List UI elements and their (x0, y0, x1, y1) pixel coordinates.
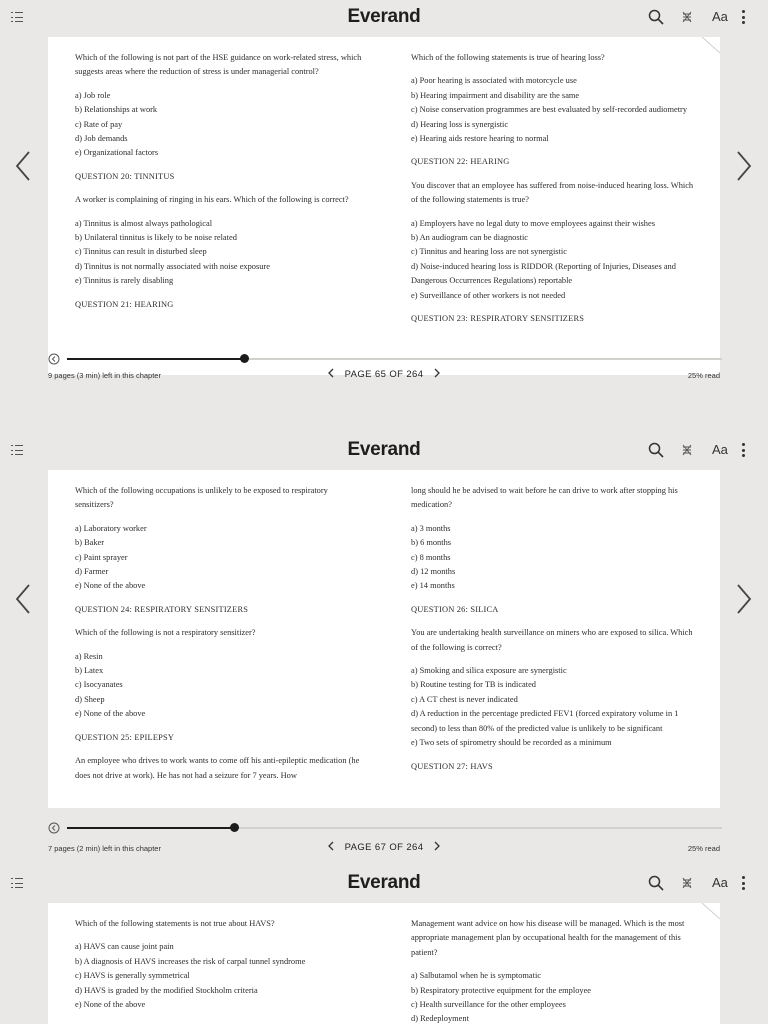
page-column-left (75, 51, 363, 321)
more-options-icon[interactable] (742, 876, 745, 890)
answer-option: a) Salbutamol when he is symptomatic (411, 971, 542, 981)
answer-option: d) Farmer (75, 567, 109, 577)
previous-page-arrow-icon[interactable] (15, 584, 31, 614)
page-number-label: PAGE 67 OF 264 (344, 842, 424, 853)
page-column-left (75, 484, 363, 792)
question-heading: QUESTION 22: HEARING (411, 157, 510, 167)
progress-handle[interactable] (240, 354, 249, 363)
bookmark-icon[interactable] (682, 444, 692, 456)
answer-option: b) Hearing impairment and disability are the same (411, 90, 580, 100)
top-toolbar (0, 0, 768, 36)
answer-options (75, 940, 363, 1012)
answer-options (411, 522, 699, 594)
answer-option: b) An audiogram can be diagnostic (411, 233, 528, 243)
bookmark-icon[interactable] (682, 877, 692, 889)
question-heading: QUESTION 23: RESPIRATORY SENSITIZERS (411, 314, 585, 324)
page-column-right (411, 917, 699, 1024)
chapter-remaining-text: 7 pages (2 min) left in this chapter (48, 844, 161, 853)
answer-option: d) Noise-induced hearing loss is RIDDOR (Reporting of Injuries, Diseases and Dangerous Occurrences Regulations) reportable (411, 261, 676, 286)
back-to-position-icon[interactable] (48, 353, 60, 365)
answer-option: b) Routine testing for TB is indicated (411, 680, 536, 690)
answer-option: a) Resin (75, 651, 103, 661)
answer-option: b) Latex (75, 666, 104, 676)
answer-option: a) Employers have no legal duty to move employees against their wishes (411, 218, 655, 228)
chevron-left-icon[interactable] (327, 368, 335, 378)
answer-option: c) Rate of pay (75, 119, 123, 129)
answer-option: e) Two sets of spirometry should be recorded as a minimum (411, 738, 612, 748)
answer-options (411, 664, 699, 750)
question-text: An employee who drives to work wants to come off his anti-epileptic medication (he does not drive at work). He has not had a seizure for 7 years. How (75, 756, 360, 780)
answer-option: a) Tinnitus is almost always pathological (75, 218, 213, 228)
answer-option: e) Organizational factors (75, 148, 159, 158)
answer-option: b) 6 months (411, 538, 452, 548)
book-page (48, 903, 720, 1024)
answer-option: d) HAVS is graded by the modified Stockholm criteria (75, 985, 258, 995)
answer-option: b) Respiratory protective equipment for the employee (411, 985, 592, 995)
answer-option: d) A reduction in the percentage predicted FEV1 (forced expiratory volume in 1 second) to less than 80% of the predicted value is unlikely to be significant (411, 709, 679, 733)
answer-options (411, 74, 699, 146)
answer-option: d) Redeployment (411, 1014, 469, 1024)
brand-logo: Everand (347, 439, 421, 460)
question-text: Which of the following occupations is unlikely to be exposed to respiratory sensitizers? (75, 486, 328, 510)
answer-option: c) Health surveillance for the other employees (411, 1000, 566, 1010)
next-page-arrow-icon[interactable] (736, 584, 752, 614)
search-icon[interactable] (648, 875, 664, 891)
page-corner-bookmark[interactable] (700, 37, 720, 55)
question-heading: QUESTION 27: HAVS (411, 761, 493, 771)
reading-progress-slider[interactable] (48, 822, 722, 834)
search-icon[interactable] (648, 442, 664, 458)
answer-option: e) Tinnitus is rarely disabling (75, 276, 174, 286)
more-options-icon[interactable] (742, 443, 745, 457)
chevron-left-icon[interactable] (327, 841, 335, 851)
brand-logo: Everand (347, 6, 421, 27)
progress-handle[interactable] (230, 823, 239, 832)
answer-option: e) None of the above (75, 581, 146, 591)
answer-option: d) 12 months (411, 567, 456, 577)
font-settings-button[interactable]: Aa (712, 442, 728, 457)
page-navigator (0, 841, 768, 853)
question-text: long should he be advised to wait before he can drive to work after stopping his medication? (411, 486, 678, 510)
answer-option: e) Surveillance of other workers is not needed (411, 290, 566, 300)
page-corner-bookmark[interactable] (700, 903, 720, 921)
answer-options (411, 217, 699, 303)
chevron-right-icon[interactable] (433, 841, 441, 851)
top-toolbar (0, 866, 768, 902)
question-heading: QUESTION 25: EPILEPSY (75, 732, 175, 742)
answer-option: c) Tinnitus and hearing loss are not synergistic (411, 247, 567, 257)
answer-option: b) Relationships at work (75, 105, 158, 115)
question-text: Which of the following is not a respiratory sensitizer? (75, 628, 256, 638)
next-page-arrow-icon[interactable] (736, 151, 752, 181)
brand-logo: Everand (347, 872, 421, 893)
answer-option: c) Isocyanates (75, 680, 123, 690)
percent-read-text: 25% read (687, 844, 720, 853)
answer-option: b) Baker (75, 538, 105, 548)
back-to-position-icon[interactable] (48, 822, 60, 834)
question-text: You discover that an employee has suffered from noise-induced hearing loss. Which of the following statements is true? (411, 180, 694, 205)
question-text: Management want advice on how his disease will be managed. Which is the most appropriate management plan by occupational health for the management of this patient? (411, 919, 685, 957)
answer-option: b) A diagnosis of HAVS increases the risk of carpal tunnel syndrome (75, 956, 306, 966)
book-page (48, 470, 720, 808)
question-heading: QUESTION 20: TINNITUS (75, 171, 175, 181)
answer-option: a) Smoking and silica exposure are synergistic (411, 666, 567, 676)
answer-options (75, 89, 363, 161)
question-text: You are undertaking health surveillance on miners who are exposed to silica. Which of the following is correct? (411, 628, 693, 652)
answer-option: c) Paint sprayer (75, 552, 128, 562)
reader-view-2 (0, 433, 768, 866)
progress-fill (67, 358, 244, 360)
question-heading: QUESTION 21: HEARING (75, 299, 174, 309)
answer-options (411, 969, 699, 1024)
answer-option: c) Tinnitus can result in disturbed sleep (75, 247, 207, 257)
top-toolbar (0, 433, 768, 469)
answer-option: a) HAVS can cause joint pain (75, 942, 174, 952)
answer-option: c) 8 months (411, 552, 451, 562)
page-number-label: PAGE 65 OF 264 (344, 369, 424, 380)
more-options-icon[interactable] (742, 10, 745, 24)
answer-option: c) HAVS is generally symmetrical (75, 971, 190, 981)
answer-option: d) Job demands (75, 134, 128, 144)
question-heading: QUESTION 26: SILICA (411, 604, 499, 614)
answer-option: b) Unilateral tinnitus is likely to be noise related (75, 233, 237, 243)
reader-footer (0, 841, 768, 861)
answer-option: d) Sheep (75, 694, 105, 704)
font-settings-button[interactable]: Aa (712, 875, 728, 890)
answer-options (75, 217, 363, 289)
chapter-remaining-text: 9 pages (3 min) left in this chapter (48, 371, 161, 380)
previous-page-arrow-icon[interactable] (15, 151, 31, 181)
question-text: Which of the following statements is true of hearing loss? (411, 53, 605, 62)
answer-options (75, 522, 363, 594)
answer-option: d) Tinnitus is not normally associated with noise exposure (75, 261, 270, 271)
page-column-right (411, 51, 699, 336)
answer-option: e) 14 months (411, 581, 455, 591)
page-navigator (0, 368, 768, 380)
font-settings-button[interactable]: Aa (712, 9, 728, 24)
answer-option: c) Noise conservation programmes are best evaluated by self-recorded audiometry (411, 105, 688, 115)
answer-option: a) Laboratory worker (75, 523, 147, 533)
progress-fill (67, 827, 234, 829)
percent-read-text: 25% read (687, 371, 720, 380)
reader-view-1 (0, 0, 768, 433)
answer-option: e) None of the above (75, 709, 146, 719)
answer-option: a) Poor hearing is associated with motorcycle use (411, 76, 577, 86)
question-heading: QUESTION 24: RESPIRATORY SENSITIZERS (75, 604, 249, 614)
answer-option: a) 3 months (411, 523, 451, 533)
chevron-right-icon[interactable] (433, 368, 441, 378)
reading-progress-slider[interactable] (48, 353, 722, 365)
page-column-right (411, 484, 699, 783)
search-icon[interactable] (648, 9, 664, 25)
answer-option: e) None of the above (75, 1000, 146, 1010)
question-text: A worker is complaining of ringing in his ears. Which of the following is correct? (75, 195, 349, 205)
answer-option: a) Job role (75, 90, 111, 100)
reader-view-3 (0, 866, 768, 1024)
answer-option: e) Hearing aids restore hearing to normal (411, 134, 549, 144)
bookmark-icon[interactable] (682, 11, 692, 23)
page-column-left (75, 917, 363, 1021)
reader-footer (0, 368, 768, 388)
answer-options (75, 650, 363, 722)
book-page (48, 37, 720, 375)
answer-option: c) A CT chest is never indicated (411, 694, 518, 704)
answer-option: d) Hearing loss is synergistic (411, 119, 509, 129)
question-text: Which of the following is not part of the HSE guidance on work-related stress, which suggests areas where the reduction of stress is under managerial control? (75, 53, 362, 77)
question-text: Which of the following statements is not true about HAVS? (75, 919, 275, 928)
